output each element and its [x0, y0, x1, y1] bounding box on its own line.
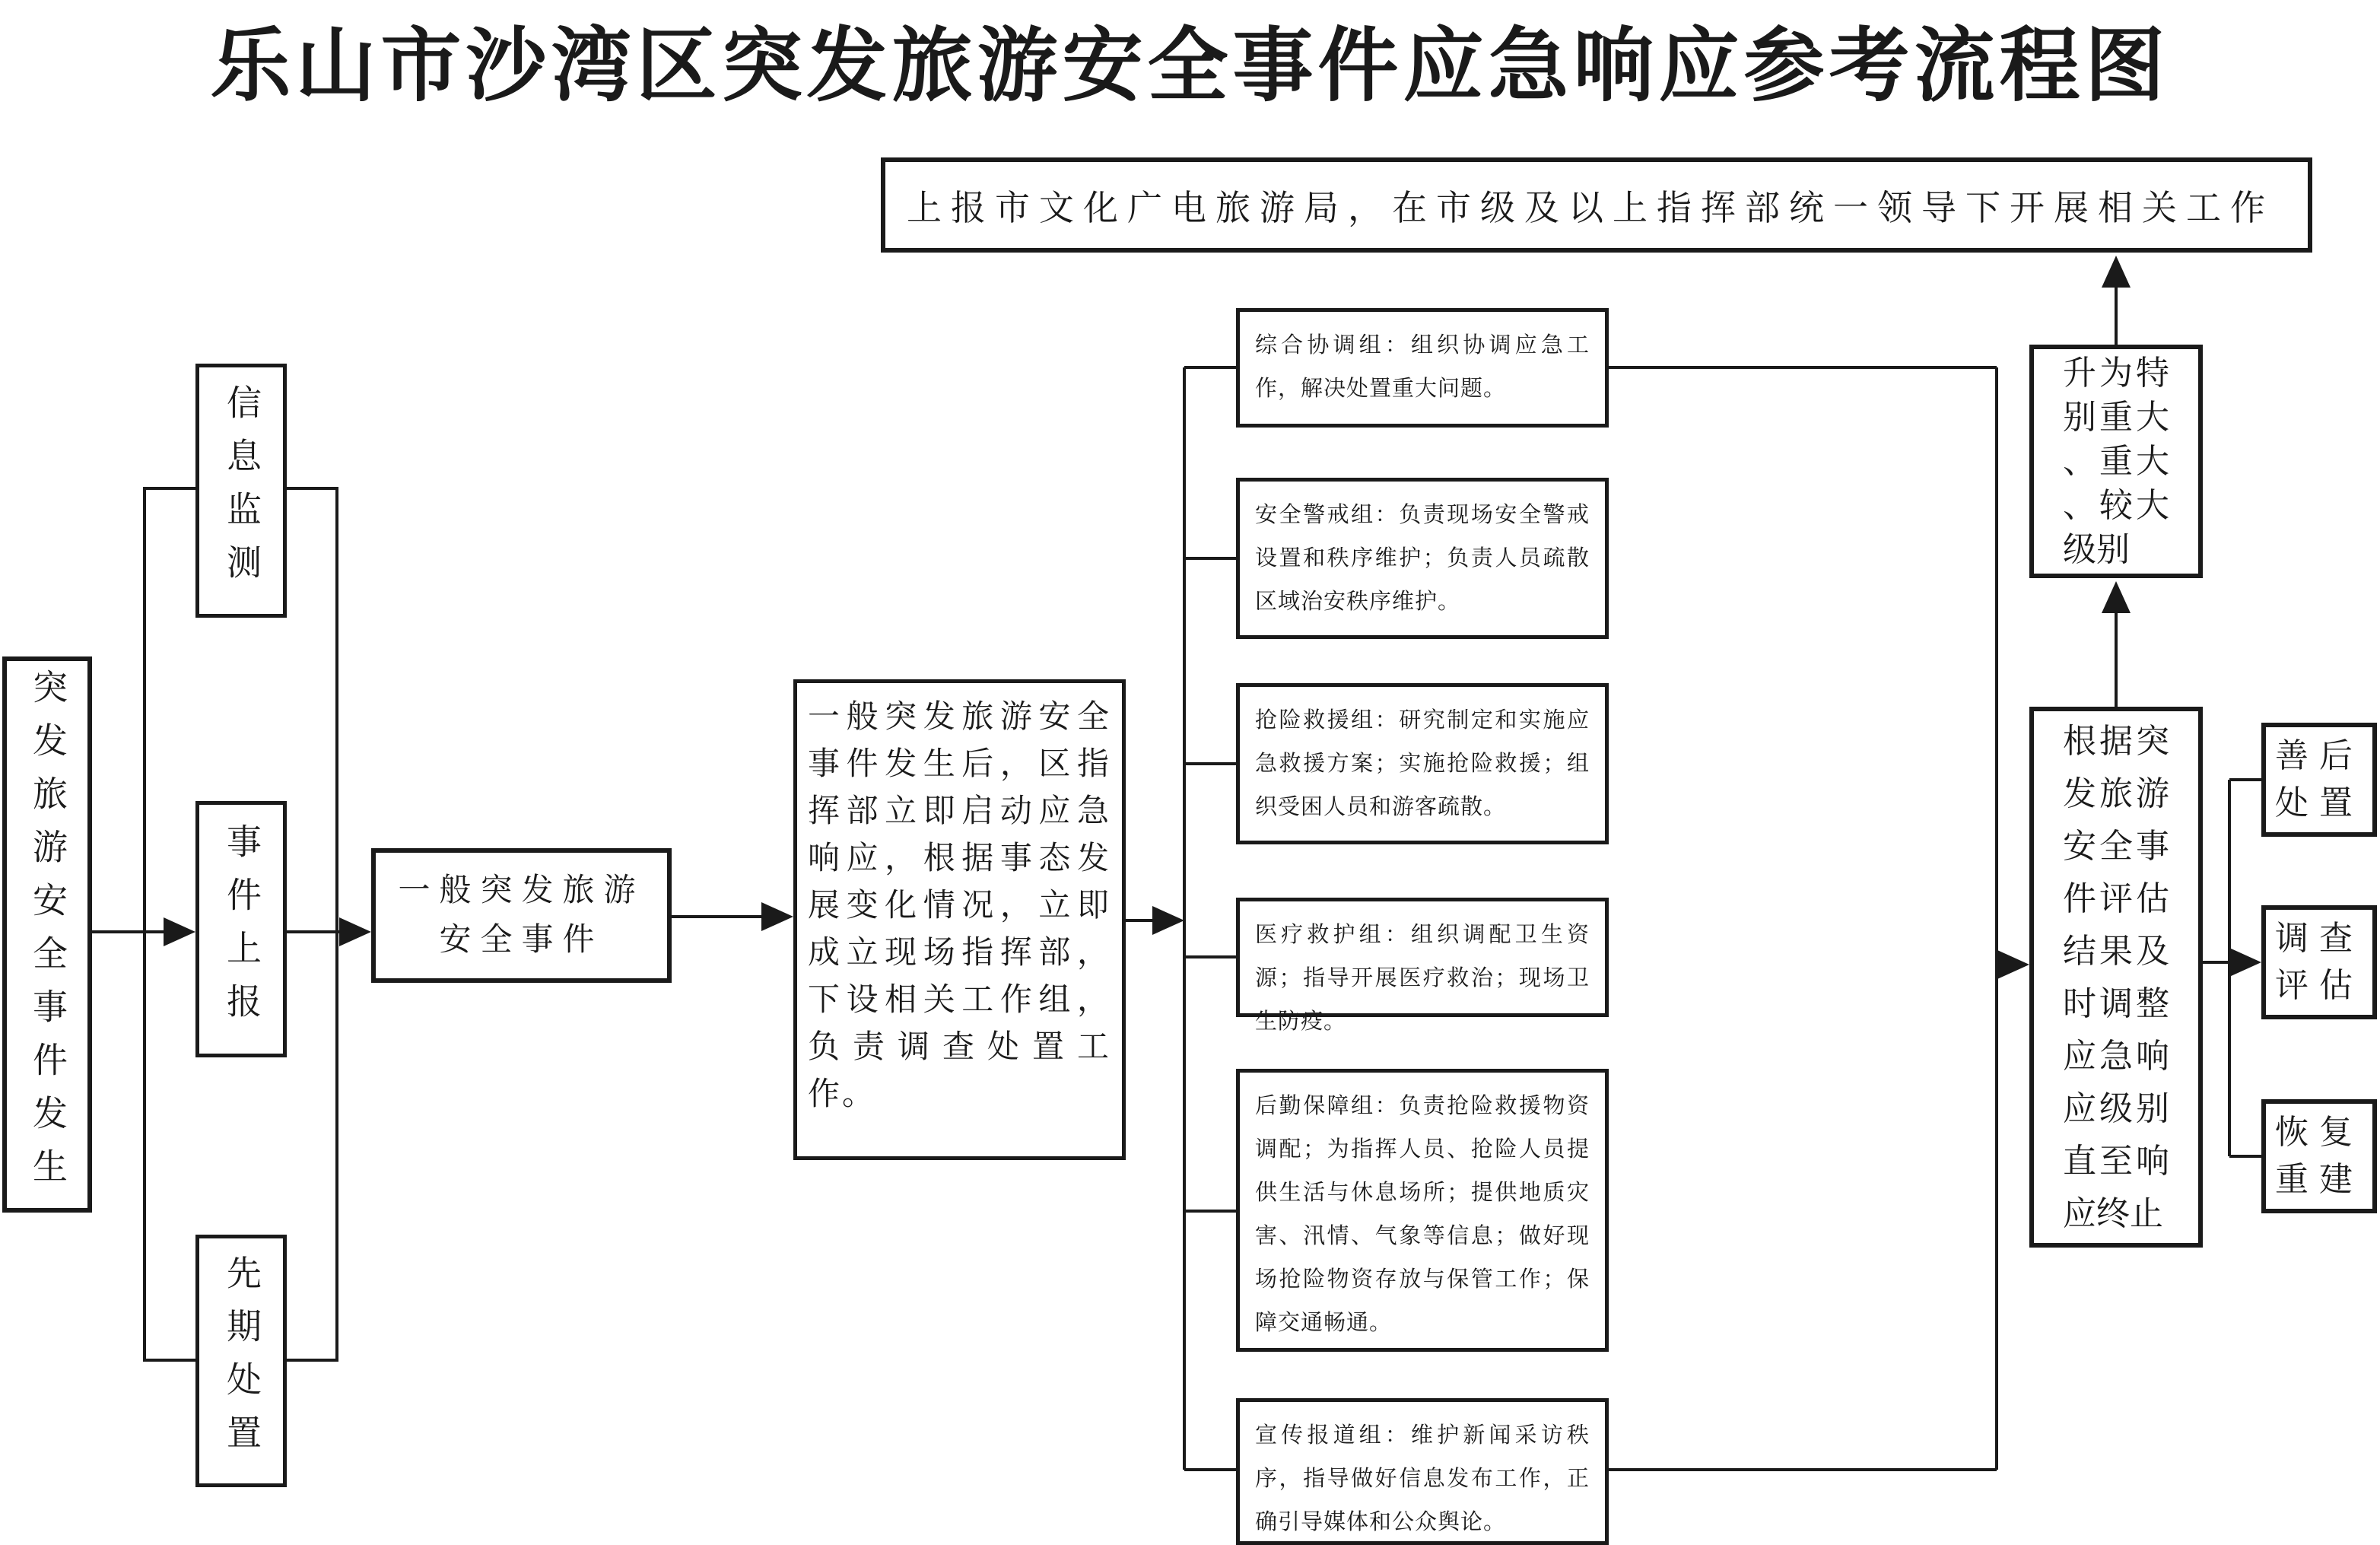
arrow-up-icon: [2102, 581, 2131, 613]
group-text: 后勤保障组：负责抢险救援物资调配；为指挥人员、抢险人员提供生活与休息场所；提供地质灾害、汛情、气象等信息；做好现场抢险物资存放与保管工作；保障交通畅通。: [1255, 1094, 1590, 1335]
group-box-publicity: [1236, 1398, 1609, 1545]
early-disposal-box: 先期处置: [195, 1235, 287, 1487]
arrow-right-icon: [2229, 948, 2261, 977]
group-text: 综合协调组：组织协调应急工作，解决处置重大问题。: [1255, 333, 1590, 401]
monitor-box: 信息监测: [195, 364, 287, 618]
group-box-rescue: [1236, 683, 1609, 844]
arrow-right-icon: [1152, 906, 1184, 935]
arrow-right-icon: [1997, 950, 2029, 979]
escalate-box: [2029, 345, 2203, 578]
event-report-box: 事件上报: [195, 801, 287, 1057]
incident-box: 突发旅游安全事件发生: [2, 656, 92, 1213]
group-text: 抢险救援组：研究制定和实施应急救援方案；实施抢险救援；组织受困人员和游客疏散。: [1255, 708, 1590, 819]
recovery-box: 恢复重建: [2261, 1099, 2377, 1213]
group-box-security: [1236, 478, 1609, 639]
group-box-coordination: [1236, 308, 1609, 428]
arrow-right-icon: [761, 902, 793, 931]
group-text: 宣传报道组：维护新闻采访秩序，指导做好信息发布工作，正确引导媒体和公众舆论。: [1255, 1423, 1590, 1534]
aftermath-box: 善后处置: [2261, 723, 2377, 837]
group-text: 医疗救护组：组织调配卫生资源；指导开展医疗救治；现场卫生防疫。: [1255, 923, 1590, 1034]
assess-text: 根据突发旅游安全事件评估结果及时调整应急响应级别直至响应终止: [2063, 722, 2169, 1232]
arrow-right-icon: [339, 917, 371, 946]
arrow-up-icon: [2102, 256, 2131, 288]
investigation-box: 调查评估: [2261, 905, 2377, 1019]
response-text: 一般突发旅游安全事件发生后，区指挥部立即启动应急响应，根据事态发展变化情况，立即成立现场指挥部，下设相关工作组，负责调查处置工作。: [808, 700, 1111, 1112]
escalate-text: 升为特别重大、重大、较大级别: [2063, 354, 2169, 568]
general-incident-box: 一般突发旅游安全事件: [371, 848, 672, 983]
report-up-box: 上报市文化广电旅游局，在市级及以上指挥部统一领导下开展相关工作: [881, 157, 2312, 253]
assess-box: [2029, 707, 2203, 1248]
page-title: 乐山市沙湾区突发旅游安全事件应急响应参考流程图: [210, 22, 2170, 111]
response-box: [793, 679, 1126, 1160]
group-box-medical: [1236, 898, 1609, 1034]
arrow-right-icon: [164, 917, 195, 946]
group-text: 安全警戒组：负责现场安全警戒设置和秩序维护；负责人员疏散区域治安秩序维护。: [1255, 503, 1590, 614]
group-box-logistics: [1236, 1069, 1609, 1352]
